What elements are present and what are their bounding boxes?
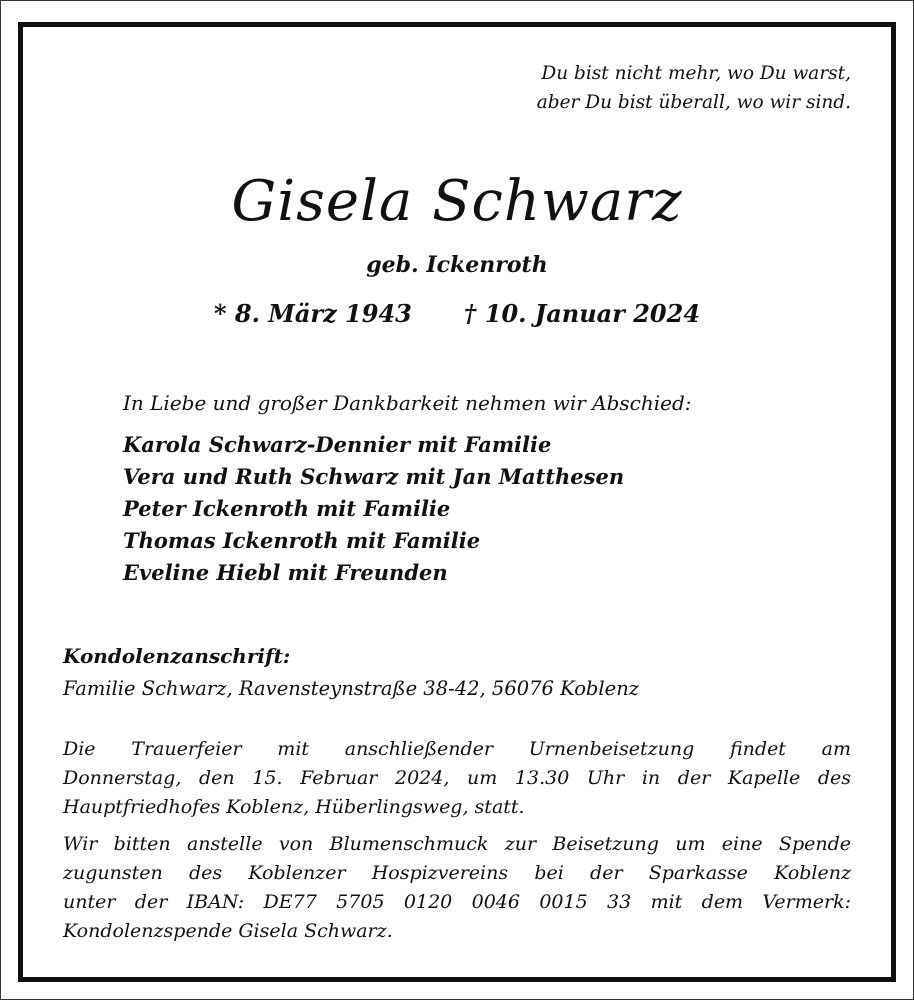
motto bbox=[537, 59, 851, 117]
funeral-notice bbox=[63, 735, 851, 822]
maiden-name: geb. Ickenroth bbox=[366, 252, 548, 278]
funeral-notice-line: Donnerstag, den 15. Februar 2024, um 13.30 Uhr in der Kapelle des bbox=[63, 767, 851, 789]
mourner-entry: Karola Schwarz-Dennier mit Familie bbox=[123, 432, 552, 457]
condolence-heading: Kondolenzanschrift: bbox=[63, 644, 291, 668]
donation-notice-line: Wir bitten anstelle von Blumenschmuck zur Beisetzung um eine Spende bbox=[63, 833, 851, 855]
mourner-entry: Thomas Ickenroth mit Familie bbox=[123, 528, 481, 553]
deceased-name: Gisela Schwarz bbox=[231, 169, 683, 234]
mourning-frame bbox=[18, 22, 896, 982]
mourner-entry: Vera und Ruth Schwarz mit Jan Matthesen bbox=[123, 464, 625, 489]
funeral-notice-line: Die Trauerfeier mit anschließender Urnenbeisetzung findet am bbox=[63, 738, 851, 760]
funeral-notice-line: Hauptfriedhofes Koblenz, Hüberlingsweg, statt. bbox=[63, 796, 525, 818]
donation-notice bbox=[63, 830, 851, 946]
death-date: † 10. Januar 2024 bbox=[463, 299, 701, 328]
mourner-entry: Eveline Hiebl mit Freunden bbox=[123, 560, 448, 585]
birth-date: * 8. März 1943 bbox=[213, 299, 412, 328]
donation-notice-line: Kondolenzspende Gisela Schwarz. bbox=[63, 920, 393, 942]
donation-notice-line: zugunsten des Koblenzer Hospizvereins bei der Sparkasse Koblenz bbox=[63, 862, 851, 884]
farewell-intro: In Liebe und großer Dankbarkeit nehmen wir Abschied: bbox=[123, 391, 692, 415]
mourners-list bbox=[123, 429, 624, 589]
motto-line: Du bist nicht mehr, wo Du warst, bbox=[541, 63, 851, 84]
condolence-address: Familie Schwarz, Ravensteynstraße 38-42, 56076 Koblenz bbox=[63, 677, 640, 700]
donation-notice-line: unter der IBAN: DE77 5705 0120 0046 0015 33 mit dem Vermerk: bbox=[63, 891, 851, 913]
life-dates bbox=[23, 299, 891, 328]
mourner-entry: Peter Ickenroth mit Familie bbox=[123, 496, 451, 521]
motto-line: aber Du bist überall, wo wir sind. bbox=[536, 92, 851, 113]
